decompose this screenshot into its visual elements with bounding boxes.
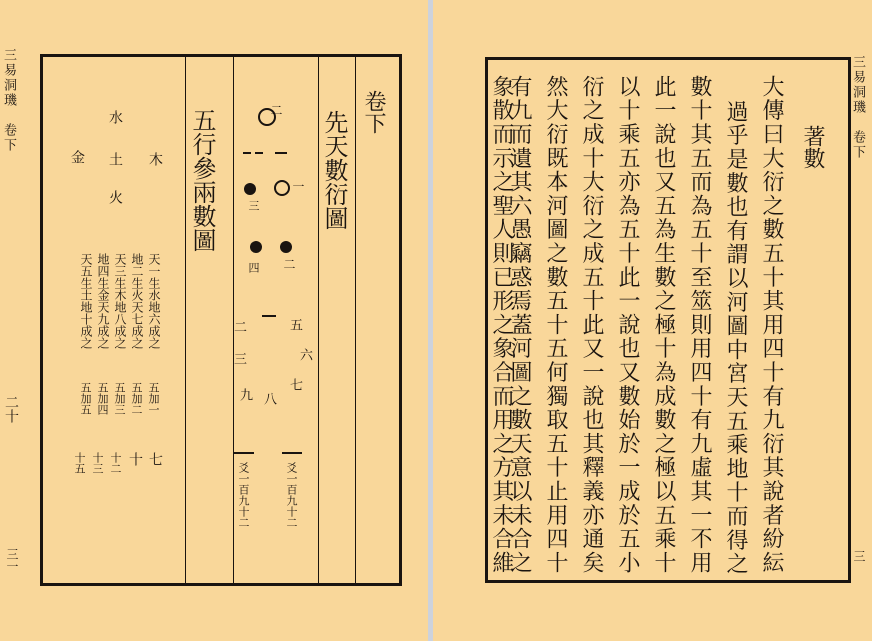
mark-jiu: 九	[237, 388, 252, 401]
section-heading: 著數	[800, 125, 825, 169]
right-fold-mark: 三	[852, 550, 866, 562]
mark-liu: 六	[297, 348, 312, 361]
mark-yi: 一	[291, 180, 305, 192]
shengcheng-line-5: 天五生土地十成之	[79, 253, 93, 349]
shengcheng-line-4: 地四生金天九成之	[96, 253, 110, 349]
wuxing-label-huo: 火	[107, 190, 123, 204]
footer-label-left: 爻一百九十二	[237, 462, 250, 528]
mark-left-er: 二	[231, 320, 246, 333]
sum-number-5: 十五	[73, 452, 86, 474]
sum-number-2: 十	[127, 452, 143, 466]
left-dash-a	[243, 152, 251, 154]
sum-number-1: 七	[147, 452, 163, 466]
wuxing-title: 五行參兩數圖	[188, 108, 216, 252]
text-column: 以十乘五亦為五十此一說也又數始於一成於五小	[615, 75, 640, 575]
mark-er: 二	[282, 258, 296, 270]
center-bar	[262, 315, 276, 317]
shengcheng-line-1: 天一生水地六成之	[147, 253, 161, 349]
juan-label: 卷下	[361, 90, 386, 134]
shengcheng-line-2: 地二生火天七成之	[130, 253, 144, 349]
left-divider-4	[355, 57, 356, 583]
footer-label-right: 爻一百九十二	[285, 462, 298, 528]
wuxing-label-mu: 木	[147, 152, 163, 166]
right-margin-title: 三易洞璣 卷下	[850, 55, 865, 160]
jia-line-2: 五加二	[130, 382, 143, 415]
mark-left-san: 三	[231, 352, 246, 365]
left-margin-title: 三易洞璣 卷下	[1, 48, 16, 153]
text-column: 此一說也又五為生數之極十為成數之極以五乘十	[651, 75, 676, 575]
wuxing-label-jin: 金	[69, 150, 85, 164]
jia-line-3: 五加三	[113, 382, 126, 415]
right-page	[433, 0, 872, 641]
text-column: 然大衍既本河圖之數五十五何獨取五十止用四十	[543, 75, 568, 575]
yin-dot-mid	[250, 241, 262, 253]
xiantian-title: 先天數衍圖	[320, 110, 348, 230]
text-column: 數十其五而為五十至筮則用四十有九虛其一不用	[687, 75, 712, 575]
mark-qi: 七	[287, 378, 302, 391]
text-column: 過乎是數也有謂以河圖中宮天五乘地十而得之	[723, 100, 748, 576]
mark-wu: 五	[287, 318, 302, 331]
wuxing-label-tu: 土	[107, 152, 123, 166]
yin-dot-left	[244, 183, 256, 195]
left-page	[0, 0, 428, 641]
shengcheng-line-3: 天三生木地八成之	[113, 253, 127, 349]
sum-number-3: 十二	[109, 452, 122, 474]
mark-si: 四	[247, 262, 260, 273]
text-column: 象散而示之聖人則已形之象合而用之方其未合維	[489, 75, 514, 575]
jia-line-5: 五加五	[79, 382, 92, 415]
jia-line-4: 五加四	[96, 382, 109, 415]
footer-bar-right	[282, 452, 302, 454]
text-column: 衍之成十大衍之成五十此又一說也其釋義亦通矣	[579, 75, 604, 575]
mark-ba: 八	[261, 392, 276, 405]
left-divider-1	[185, 57, 186, 583]
text-column: 有九而遺其六愚竊惑焉蓋河圖之數天意以未合之	[507, 75, 532, 575]
mark-san: 三	[247, 200, 260, 211]
jia-line-1: 五加一	[147, 382, 160, 415]
text-column: 大傳曰大衍之數五十其用四十有九衍其說者紛紜	[759, 75, 784, 575]
footer-bar-left	[234, 452, 254, 454]
sum-number-4: 十三	[91, 452, 104, 474]
center-dash	[275, 152, 287, 154]
yang-circle-mid	[274, 180, 290, 196]
wuxing-label-shui: 水	[107, 110, 123, 124]
yin-dot-right	[280, 241, 292, 253]
left-dash-b	[255, 152, 263, 154]
left-fold-mark: 三一	[5, 548, 19, 572]
left-folio-number: 二十	[3, 395, 19, 423]
top-number-mark: 二	[269, 104, 283, 116]
left-divider-3	[318, 57, 319, 583]
